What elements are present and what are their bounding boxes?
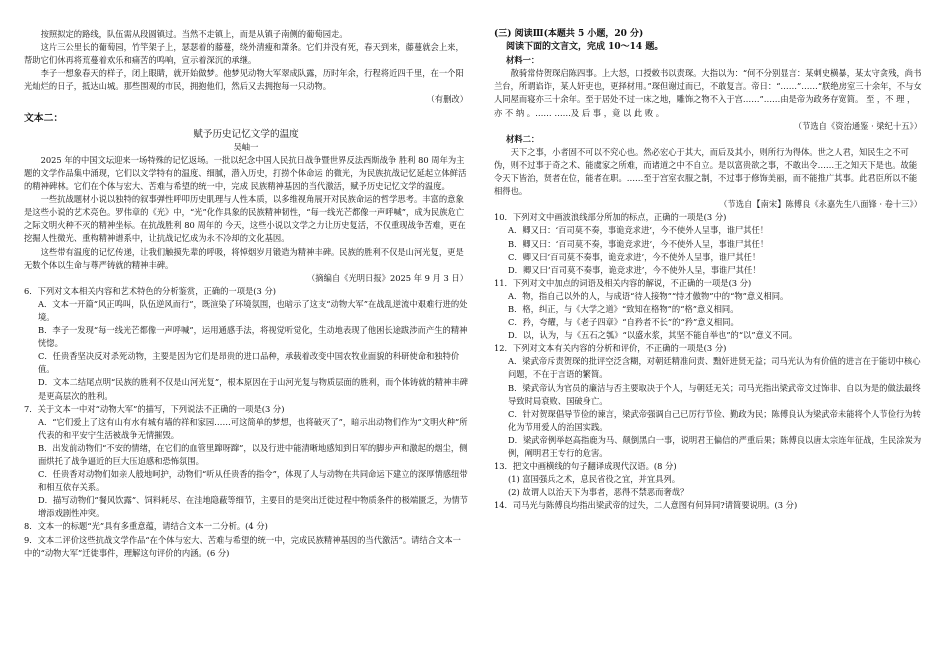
option-c: C．任贵香坚决反对杀死动物，主要是因为它们是昂贵的进口品种，承载着改变中国农牧业面貌的科研使命和独特价值。 <box>38 351 460 375</box>
option-b: B．格，纠正，与《大学之道》“致知在格物”的“格”意义相同。 <box>508 303 739 314</box>
question-stem: 12．下列对文本有关内容的分析和评价，不正确的一项是(3 分) <box>494 343 727 354</box>
text2-heading: 文本二： <box>24 112 64 124</box>
intro-paragraph-3: 李子一想象春天的样子，闭上眼睛，就开始做梦。他梦见动物大军翠成队露，历时年余，行程将近四千里，在一个阳光灿烂的日子，抵达山城。那些围观的市民，拥抱他们，然后又去拥抱每一只动物。 <box>24 68 464 92</box>
article-paragraph-3: 这些带有温度的记忆传递，让我们触摸先辈的呼吸，将悼烟岁月锻造为精神丰碑。民族的胜利不仅是山河光复，更是无数个体以生命与尊严铸就的精神丰碑。 <box>24 246 464 270</box>
intro-paragraph-1: 按照拟定的路线，队伍需从段圆镇过。当然不走镇上，而是从镇子南侧的葡萄园走。 <box>40 29 348 39</box>
article-source: （摘编自《光明日报》2025 年 9 月 3 日） <box>306 272 468 283</box>
option-d: D．以，认为，与《五石之瓠》“以盛水浆，其坚不能自举也”的“以”意义不同。 <box>508 330 798 341</box>
left-column <box>24 28 468 658</box>
question-11 <box>494 277 922 342</box>
section-instruction: 阅读下面的文言文，完成 10～14 题。 <box>506 42 664 53</box>
material1-heading: 材料一： <box>506 55 540 66</box>
question-stem: 13．把文中画横线的句子翻译成现代汉语。(8 分) <box>494 461 677 472</box>
option-a: A．物，指自己以外的人，与成语“待人接物”“恃才傲物”中的“物”意义相同。 <box>508 290 789 301</box>
option-b: B．出发前动物们“不安的情绪，在它们的血管里蹿呀蹿”，以及行进中能清晰地感知到日军的脚步声和激起的烟尘，侧面烘托了战争逼近的巨大压迫感和恐怖氛围。 <box>38 442 468 466</box>
question-stem: 7．关于文本一中对“动物大军”的描写，下列说法不正确的一项是(3 分) <box>24 403 285 414</box>
option-c: C．任贵香对动物们如亲人般地呵护，动物们“听从任贵香的指令”，体现了人与动物在共同命运下建立的深厚情感纽带和相互依存关系。 <box>38 469 468 493</box>
option-a: A．卿又曰：‘百司莫不奏，事诡竞求进’，今不使外人呈事，谁尸其任！ <box>508 225 769 236</box>
question-9: 9．文本二评价这些抗战文学作品“在个体与宏大、苦难与希望的统一中，完成民族精神基因的当代激活”。请结合文本一中的“动物大军”迁徙事件，理解这句评价的内涵。(6 分) <box>24 534 461 558</box>
option-b: B．卿又曰：‘百司莫不奏，事诡竞求进’，今不使外人呈，事谁尸其任！ <box>508 238 769 249</box>
option-d: D．梁武帝例举赵高指鹿为马、颠倒黑白一事，说明君王偏信的严重后果；陈傅良以唐太宗连年征战，生民涂炭为例，阐明君王专行的危害。 <box>508 434 922 458</box>
material2-paragraph: 天下之事，小者固不可以不究心也。然必宏心于其大，而后及其小，则所行为得体。世之人君，知民生之不可伪，则不过事于奇之术、能虞家之所难，而诸道之中不自立。是以富贵欲之事，不敢出令……王之知天下是也。故能令天下皆治，贤者在位，能者在职。……至于宫室衣服之制，不过事于修饰美丽，而不能推广其事。此君臣所以不能相得也。 <box>494 146 918 197</box>
question-13 <box>494 460 922 499</box>
material1-paragraph: 散骑常侍贺琛启陈四事。上大怒，口授敕书以责琛。大指以为：“何不分别显言：某刺史横暴，某太守贪残，尚书兰台，所谓谄诈，某人奸吏也，更择材用。”琛但谢过而已，不敢复言。帝日：“……”……“朕绝房室三十余年，不与女人同屋而寝亦三十余年。至于居处不过一床之地，雕饰之物不入于宫……”……由是帝为政务存宽简。 至 ，不 理 ，亦 不 纳 。…… ……及 后 事 ，竟 以 此 败 。 <box>494 68 922 118</box>
option-a: A．“它们爱上了这有山有水有城有墙的祥和家园……可这简单的梦想，也将破灭了”，暗示出动物们作为“文明火种”所代表的和平安宁生活被战争无情摧毁。 <box>38 416 468 440</box>
option-b: B．李子一发现“每一线光芒都像一声呼喊”，运用通感手法，将视觉听觉化，生动地表现了他困长途跋涉而产生的精神恍惚。 <box>38 325 468 349</box>
question-6 <box>24 285 468 403</box>
sentence-1: (1) 富国强兵之术，息民省役之宜，并宜具列。 <box>508 474 681 485</box>
article-paragraph-1: 2025 年的中国文坛迎来一场特殊的记忆返场。一批以纪念中国人民抗日战争暨世界反法西斯战争 胜利 80 周年为主题的文学作品集中涌现，它们以文学特有的温度、细腻，潜入历史，打捞个体命运 的微光，为民族抗战记忆延起立体鲜活的精神碑林。它们在个体与宏大、苦难与希望的统一中，完成 民族精神基因的当代激活，赋予历史记忆文学的温度。 <box>24 154 467 192</box>
option-d: D．文本二结尾点明“民族的胜利不仅是山河光复”，根本原因在于山河光复与物质层面的胜利，而个体铸就的精神丰碑是更高层次的胜利。 <box>38 377 468 401</box>
option-c: C．卿又曰‘百司莫不奏事，诡竞求进’，今不使外人呈事，谁尸其任！ <box>508 251 761 262</box>
material1-source: （节选自《资治通鉴 · 梁纪十五》） <box>793 120 922 131</box>
question-stem: 6．下列对文本相关内容和艺术特色的分析鉴赏，正确的一项是(3 分) <box>24 285 276 296</box>
question-stem: 11．下列对文中加点的词语及相关内容的解说，不正确的一项是(3 分) <box>494 277 752 288</box>
question-7 <box>24 403 468 521</box>
article-author: 吴岫一 <box>233 141 259 152</box>
option-d: D．描写动物们“餐风饮露”、饲料耗尽、在洼地隐蔽等细节，主要目的是突出迁徙过程中物质条件的极端匮乏，为情节增添戏剧性冲突。 <box>38 495 468 519</box>
sentence-2: (2) 故谓人以治天下为事者，恶得不禁恶而奢哉？ <box>508 487 689 498</box>
question-14: 14．司马光与陈傅良均指出梁武帝的过失，二人意图有何异同?请简要说明。(3 分) <box>494 500 798 511</box>
material2-heading: 材料二： <box>506 133 540 144</box>
material2-source: （节选自【南宋】陈傅良《永嘉先生八面锋 · 卷十三》） <box>719 199 922 210</box>
option-a: A．文本一开篇“风正鸣叫，队伍逆风而行”，既渲染了环境氛围，也暗示了这支“动物大军”在战乱逆流中艰难行进的处境。 <box>38 298 468 322</box>
option-c: C．矜，夸耀，与《老子四章》“自矜者不长”的“矜”意义相同。 <box>508 317 739 328</box>
question-10 <box>494 211 922 276</box>
question-stem: 10．下列对文中画波浪线部分所加的标点，正确的一项是(3 分) <box>494 212 727 223</box>
article-title: 赋予历史记忆文学的温度 <box>193 128 299 140</box>
right-column <box>494 28 922 658</box>
option-b: B．梁武帝认为官员的廉洁与否主要取决于个人，与朝廷无关；司马光指出梁武帝文过饰非、自以为是的做法最终导致时局衰败、国破身亡。 <box>508 382 921 406</box>
intro-paragraph-2: 这片三公里长的葡萄园，竹竿架子上，瑟瑟着的藤蔓，绕外清瘦和萧条。它们并没有死，春天到来，藤蔓就会上来，帮助它们休再将荒蔓着欢乐和痛苦的鸣响，宣示着深沉的承继。 <box>24 42 464 66</box>
question-8: 8．文本一的标题“光”具有多重意蕴，请结合文本一二分析。(4 分) <box>24 521 268 532</box>
option-a: A．梁武帝斥责贺琛的批评空泛含糊，对朝廷精准问责、黜奸进贤无益；司马光认为有价值的进言在于能切中核心问题，不在于言语的繁简。 <box>508 356 921 380</box>
article-paragraph-2: 一些抗战题材小说以独特的叙事弹性呼叩历史肌理与人性本质，以多维视角展开对民族命运的哲学思考。丰富的意象是这些小说的艺术亮色。罗伟章的《光》中，“光”化作具象的民族精神韧性，“每一线光芒都像一声呼喊”，成为民族危亡之际文明火种不灭的精神坐标。在抗战胜利 80 周年的 今天，这些小说以文学之力让历史复活，不仅重现战争苦难，更在挖掘人性微光、重构精神谱系中，让抗战记忆成为永不冷却的文化基因。 <box>24 194 466 244</box>
option-d: D．卿又曰‘百司莫不奏事，诡竞求进’，今不使外人呈，事谁尸其任！ <box>508 264 761 275</box>
section-title: (三) 阅读Ⅲ(本题共 5 小题，20 分) <box>494 29 644 39</box>
question-12 <box>494 342 922 460</box>
option-c: C．针对贺琛倡导节俭的谏言，梁武帝强调自己已厉行节俭、勤政为民；陈傅良认为梁武帝未能将个人节俭行为转化为节用爱人的治国实践。 <box>508 408 921 432</box>
intro-source: （有删改） <box>426 94 468 105</box>
